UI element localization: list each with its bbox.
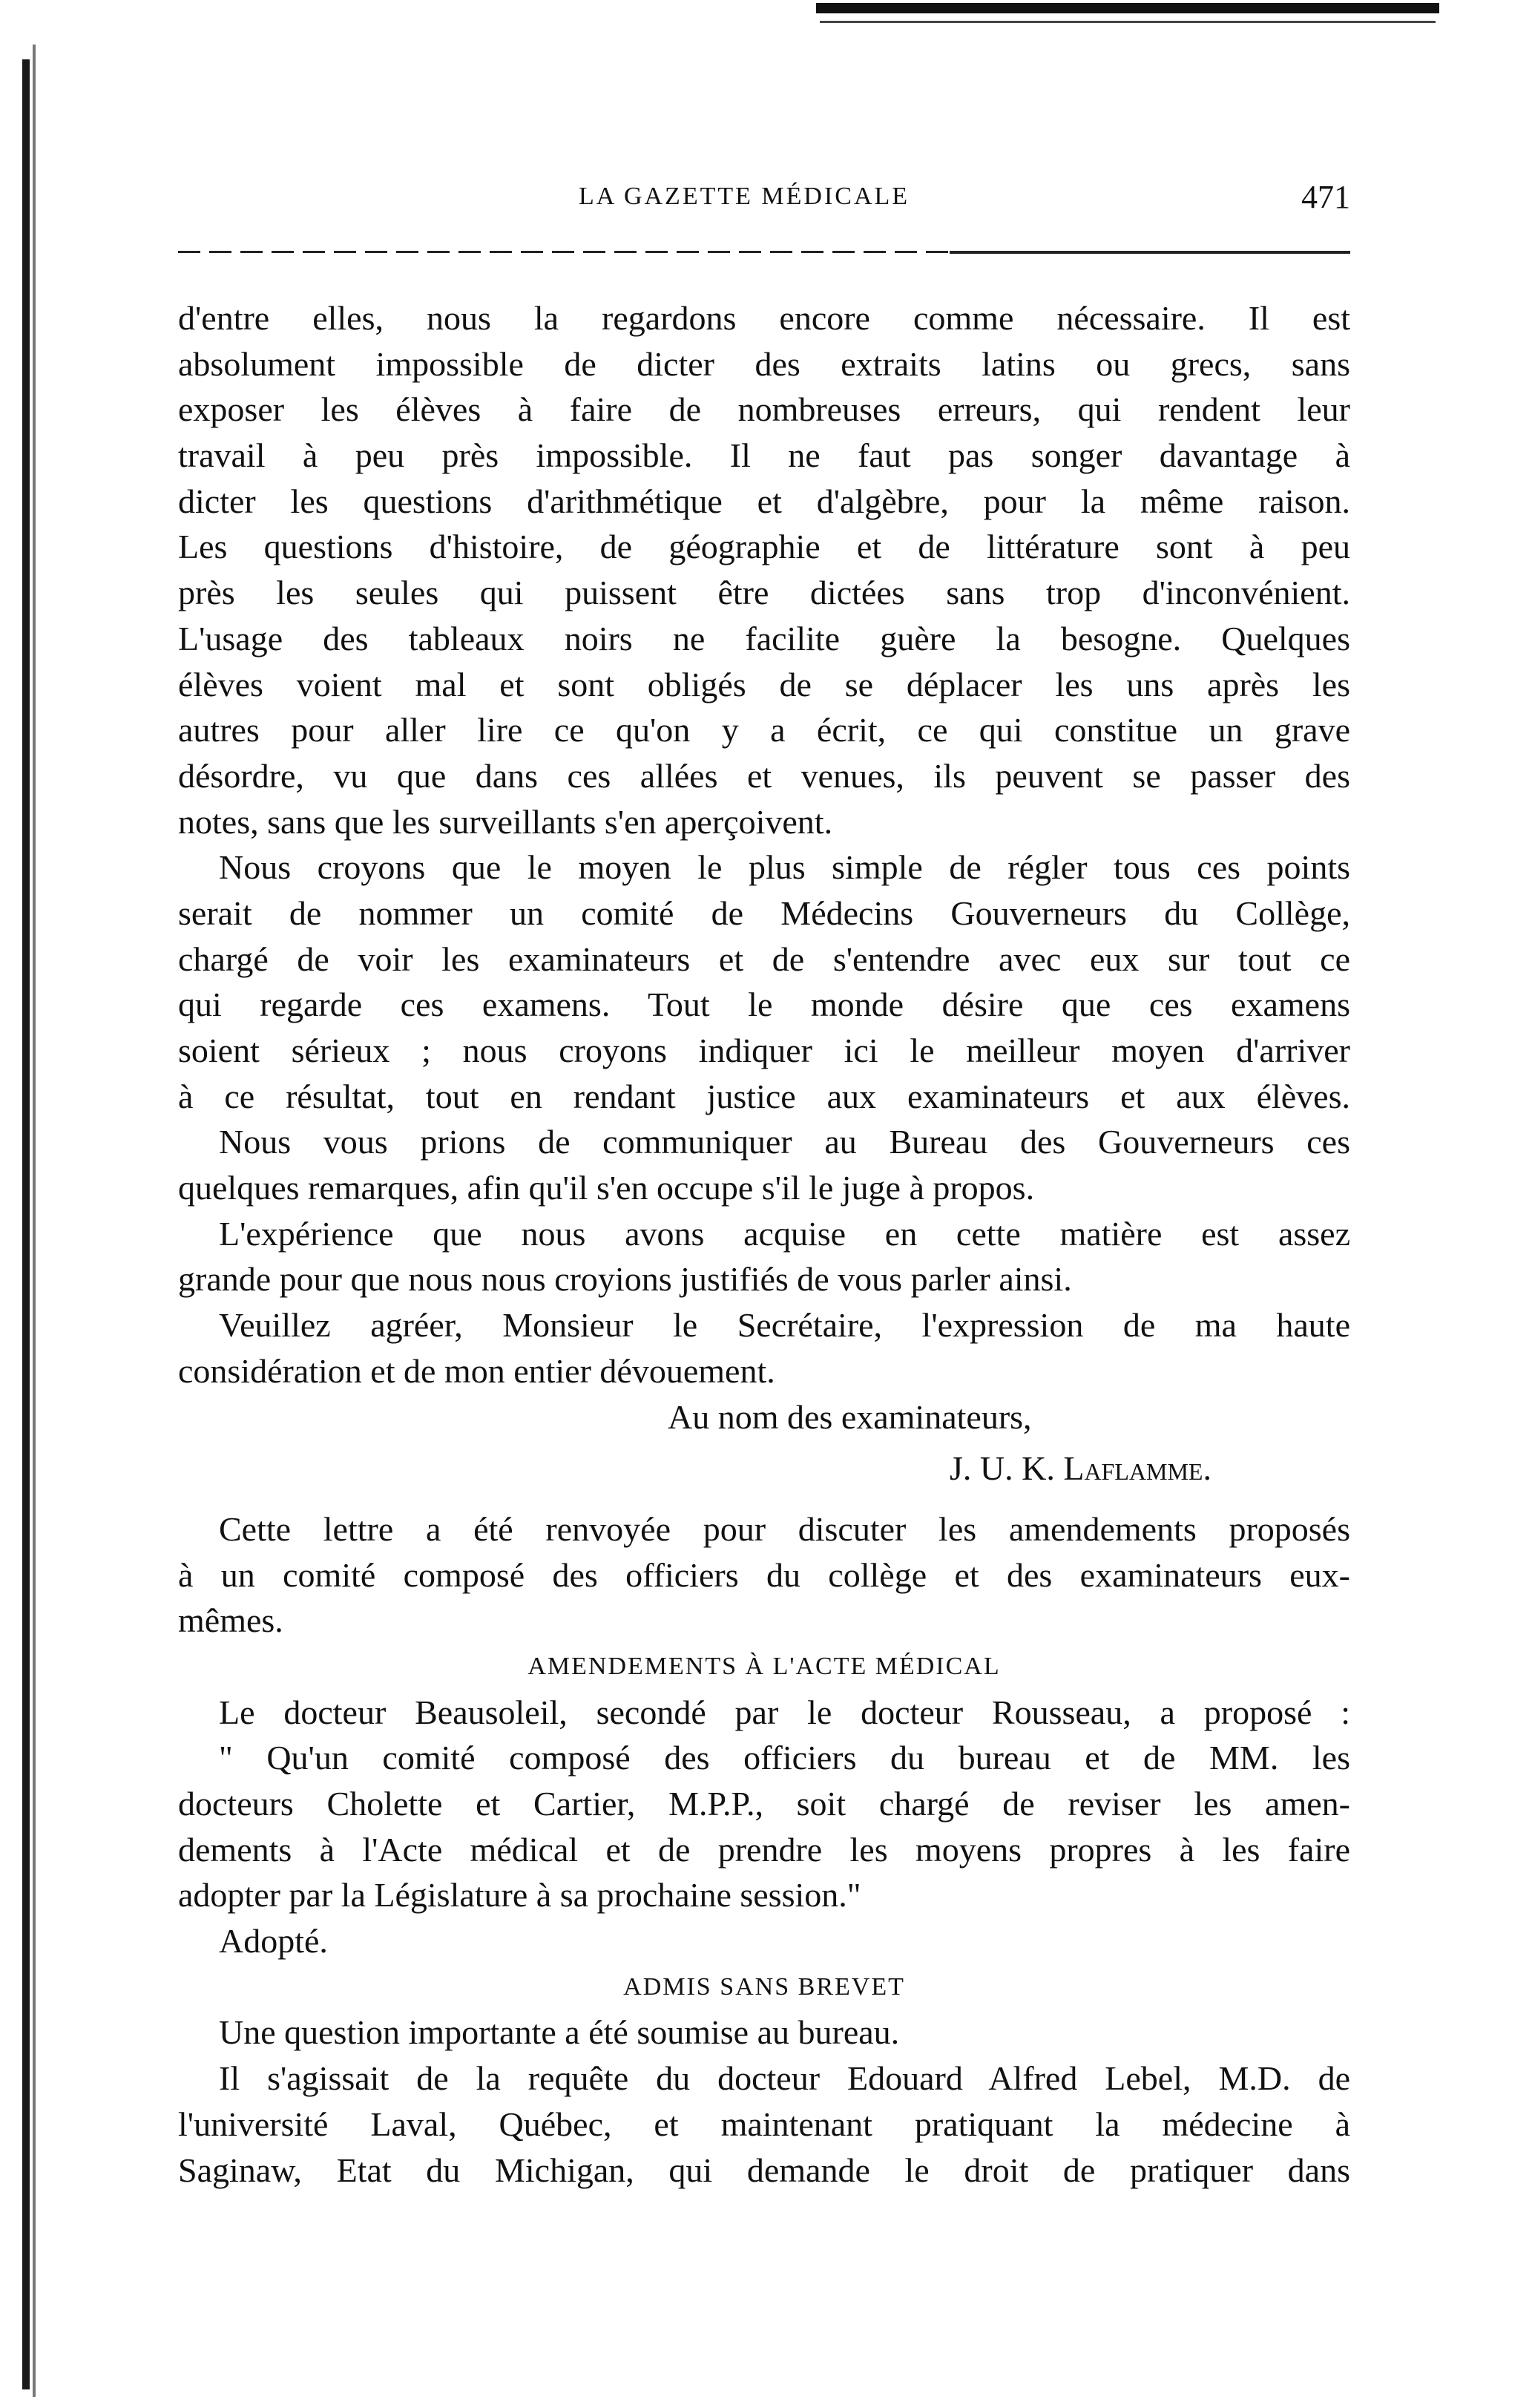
body-line: qui regarde ces examens. Tout le monde désire que ces examens (178, 985, 1350, 1024)
body-line: serait de nommer un comité de Médecins Gouverneurs du Collège, (178, 893, 1350, 932)
page-number: 471 (1301, 179, 1350, 215)
body-line: Il s'agissait de la requête du docteur Edouard Alfred Lebel, M.D. de (219, 2059, 1350, 2098)
body-line: l'université Laval, Québec, et maintenant pratiquant la médecine à (178, 2104, 1350, 2143)
body-line: Une question importante a été soumise au bureau. (219, 2013, 900, 2052)
scan-top-rule-thin (820, 21, 1436, 23)
body-line: mêmes. (178, 1601, 283, 1640)
body-line: Veuillez agréer, Monsieur le Secrétaire, l'expression de ma haute (219, 1306, 1350, 1345)
body-line: notes, sans que les surveillants s'en aperçoivent. (178, 802, 833, 841)
body-line: docteurs Cholette et Cartier, M.P.P., soit chargé de reviser les amen- (178, 1785, 1350, 1823)
body-line: Cette lettre a été renvoyée pour discuter les amendements proposés (219, 1509, 1350, 1548)
body-line: Adopté. (219, 1922, 328, 1961)
scan-top-rule (816, 3, 1439, 13)
journal-title: LA GAZETTE MÉDICALE (579, 183, 910, 210)
scan-left-edge (22, 59, 30, 2389)
section-heading-amendements: AMENDEMENTS À L'ACTE MÉDICAL (527, 1652, 1001, 1680)
body-line: adopter par la Législature à sa prochaine session." (178, 1876, 861, 1915)
body-line: Nous croyons que le moyen le plus simple de régler tous ces points (219, 848, 1350, 887)
body-line: travail à peu près impossible. Il ne faut pas songer davantage à (178, 436, 1350, 475)
body-line: autres pour aller lire ce qu'on y a écrit, ce qui constitue un grave (178, 711, 1350, 749)
body-line: soient sérieux ; nous croyons indiquer ici le meilleur moyen d'arriver (178, 1031, 1350, 1069)
body-line: à un comité composé des officiers du collège et des examinateurs eux- (178, 1555, 1350, 1594)
body-line: Nous vous prions de communiquer au Bureau des Gouverneurs ces (219, 1123, 1350, 1161)
body-line: Le docteur Beausoleil, secondé par le docteur Rousseau, a proposé : (219, 1693, 1350, 1731)
body-line: L'usage des tableaux noirs ne facilite guère la besogne. Quelques (178, 619, 1350, 657)
body-line: dicter les questions d'arithmétique et d'algèbre, pour la même raison. (178, 482, 1350, 520)
page-body (178, 295, 1350, 2193)
section-heading-admis: ADMIS SANS BREVET (623, 1972, 905, 2001)
body-line: quelques remarques, afin qu'il s'en occupe s'il le juge à propos. (178, 1169, 1035, 1207)
body-line: dements à l'Acte médical et de prendre les moyens propres à les faire (178, 1830, 1350, 1869)
body-line: près les seules qui puissent être dictées sans trop d'inconvénient. (178, 574, 1350, 612)
body-line: considération et de mon entier dévouement. (178, 1351, 775, 1390)
scan-left-edge-shadow (33, 45, 36, 2397)
body-line: chargé de voir les examinateurs et de s'entendre avec eux sur tout ce (178, 939, 1350, 978)
body-line: " Qu'un comité composé des officiers du bureau et de MM. les (219, 1739, 1350, 1777)
body-line: Les questions d'histoire, de géographie et de littérature sont à peu (178, 528, 1350, 566)
letter-closing: Au nom des examinateurs, (668, 1397, 1032, 1436)
header-rule-solid (950, 251, 1350, 254)
body-line: désordre, vu que dans ces allées et venues, ils peuvent se passer des (178, 756, 1350, 795)
letter-signature: J. U. K. Laflamme. (950, 1449, 1212, 1488)
body-line: Saginaw, Etat du Michigan, qui demande le droit de pratiquer dans (178, 2151, 1350, 2189)
body-line: élèves voient mal et sont obligés de se déplacer les uns après les (178, 665, 1350, 703)
body-line: L'expérience que nous avons acquise en cette matière est assez (219, 1214, 1350, 1253)
body-line: d'entre elles, nous la regardons encore comme nécessaire. Il est (178, 299, 1350, 337)
body-line: grande pour que nous nous croyions justifiés de vous parler ainsi. (178, 1260, 1072, 1299)
body-line: à ce résultat, tout en rendant justice aux examinateurs et aux élèves. (178, 1077, 1350, 1115)
body-line: exposer les élèves à faire de nombreuses erreurs, qui rendent leur (178, 390, 1350, 429)
running-head (178, 178, 1350, 223)
body-line: absolument impossible de dicter des extraits latins ou grecs, sans (178, 344, 1350, 383)
spacer (178, 1492, 1350, 1506)
